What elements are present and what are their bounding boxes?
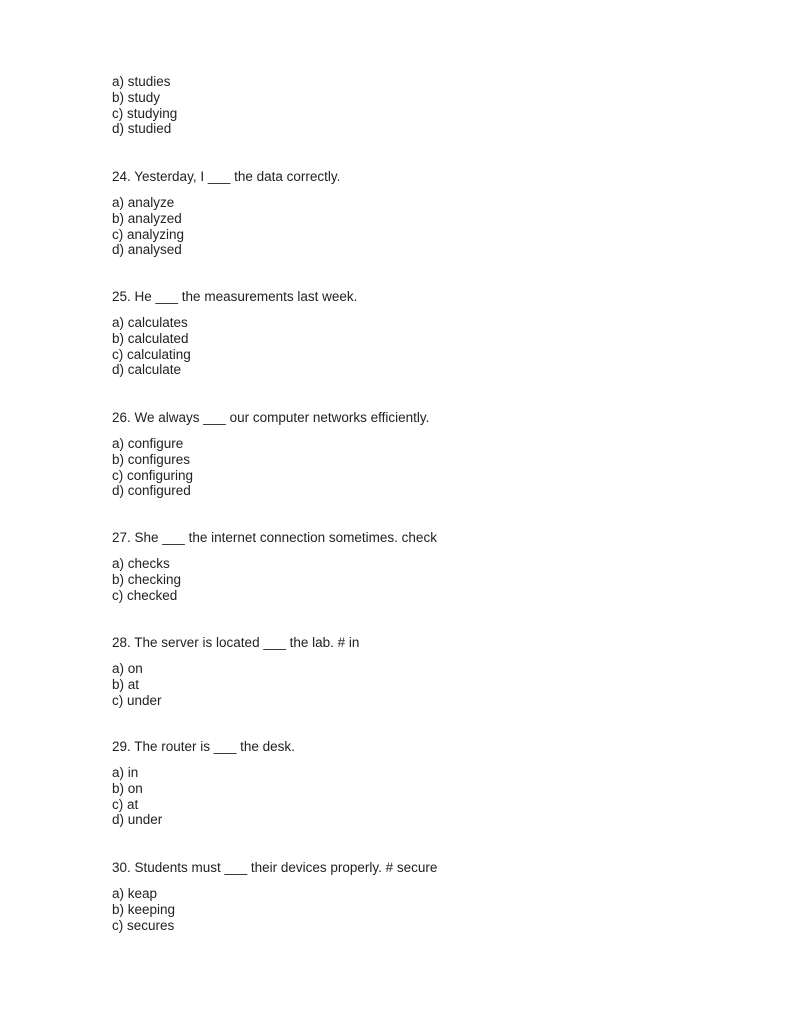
- option-list: [112, 195, 340, 258]
- option-c: c) checked: [112, 587, 178, 603]
- option-list: [112, 886, 437, 933]
- question-block-27: [112, 530, 437, 603]
- option-b: b) analyzed: [112, 210, 182, 226]
- option-b: b) at: [112, 676, 140, 692]
- option-list: [112, 765, 295, 828]
- option-list: [112, 74, 177, 137]
- option-list: [112, 661, 359, 708]
- option-b: b) calculated: [112, 330, 189, 346]
- question-block-25: [112, 289, 357, 378]
- question-text: 26. We always ___ our computer networks efficiently.: [112, 410, 430, 425]
- option-d: d) configured: [112, 483, 191, 499]
- option-a: a) configure: [112, 436, 184, 451]
- question-block-30: [112, 860, 437, 933]
- option-c: c) analyzing: [112, 226, 185, 242]
- option-d: d) under: [112, 812, 163, 828]
- question-block-23: [112, 74, 177, 137]
- question-block-24: [112, 169, 340, 258]
- option-b: b) on: [112, 780, 143, 796]
- question-text: 30. Students must ___ their devices properly. # secure: [112, 860, 438, 875]
- option-b: b) study: [112, 89, 161, 105]
- option-c: c) at: [112, 796, 139, 812]
- question-text: 25. He ___ the measurements last week.: [112, 289, 358, 304]
- question-block-26: [112, 410, 429, 499]
- question-text: 24. Yesterday, I ___ the data correctly.: [112, 169, 341, 184]
- option-a: a) in: [112, 765, 139, 780]
- option-d: d) analysed: [112, 242, 182, 258]
- option-c: c) calculating: [112, 346, 191, 362]
- question-text: 27. She ___ the internet connection sometimes. check: [112, 530, 437, 545]
- option-c: c) configuring: [112, 467, 194, 483]
- question-block-29: [112, 739, 295, 828]
- option-c: c) secures: [112, 917, 175, 933]
- question-text: 29. The router is ___ the desk.: [112, 739, 295, 754]
- option-d: d) studied: [112, 121, 172, 137]
- option-c: c) studying: [112, 105, 178, 121]
- option-a: a) checks: [112, 556, 170, 571]
- option-c: c) under: [112, 692, 162, 708]
- option-a: a) keap: [112, 886, 158, 901]
- option-b: b) checking: [112, 571, 182, 587]
- option-list: [112, 556, 437, 603]
- option-d: d) calculate: [112, 362, 182, 378]
- option-b: b) keeping: [112, 901, 176, 917]
- option-a: a) studies: [112, 74, 171, 89]
- option-list: [112, 436, 429, 499]
- option-list: [112, 315, 357, 378]
- question-block-28: [112, 635, 359, 708]
- question-text: 28. The server is located ___ the lab. # in: [112, 635, 360, 650]
- option-a: a) calculates: [112, 315, 188, 330]
- option-a: a) on: [112, 661, 143, 676]
- option-b: b) configures: [112, 451, 191, 467]
- option-a: a) analyze: [112, 195, 175, 210]
